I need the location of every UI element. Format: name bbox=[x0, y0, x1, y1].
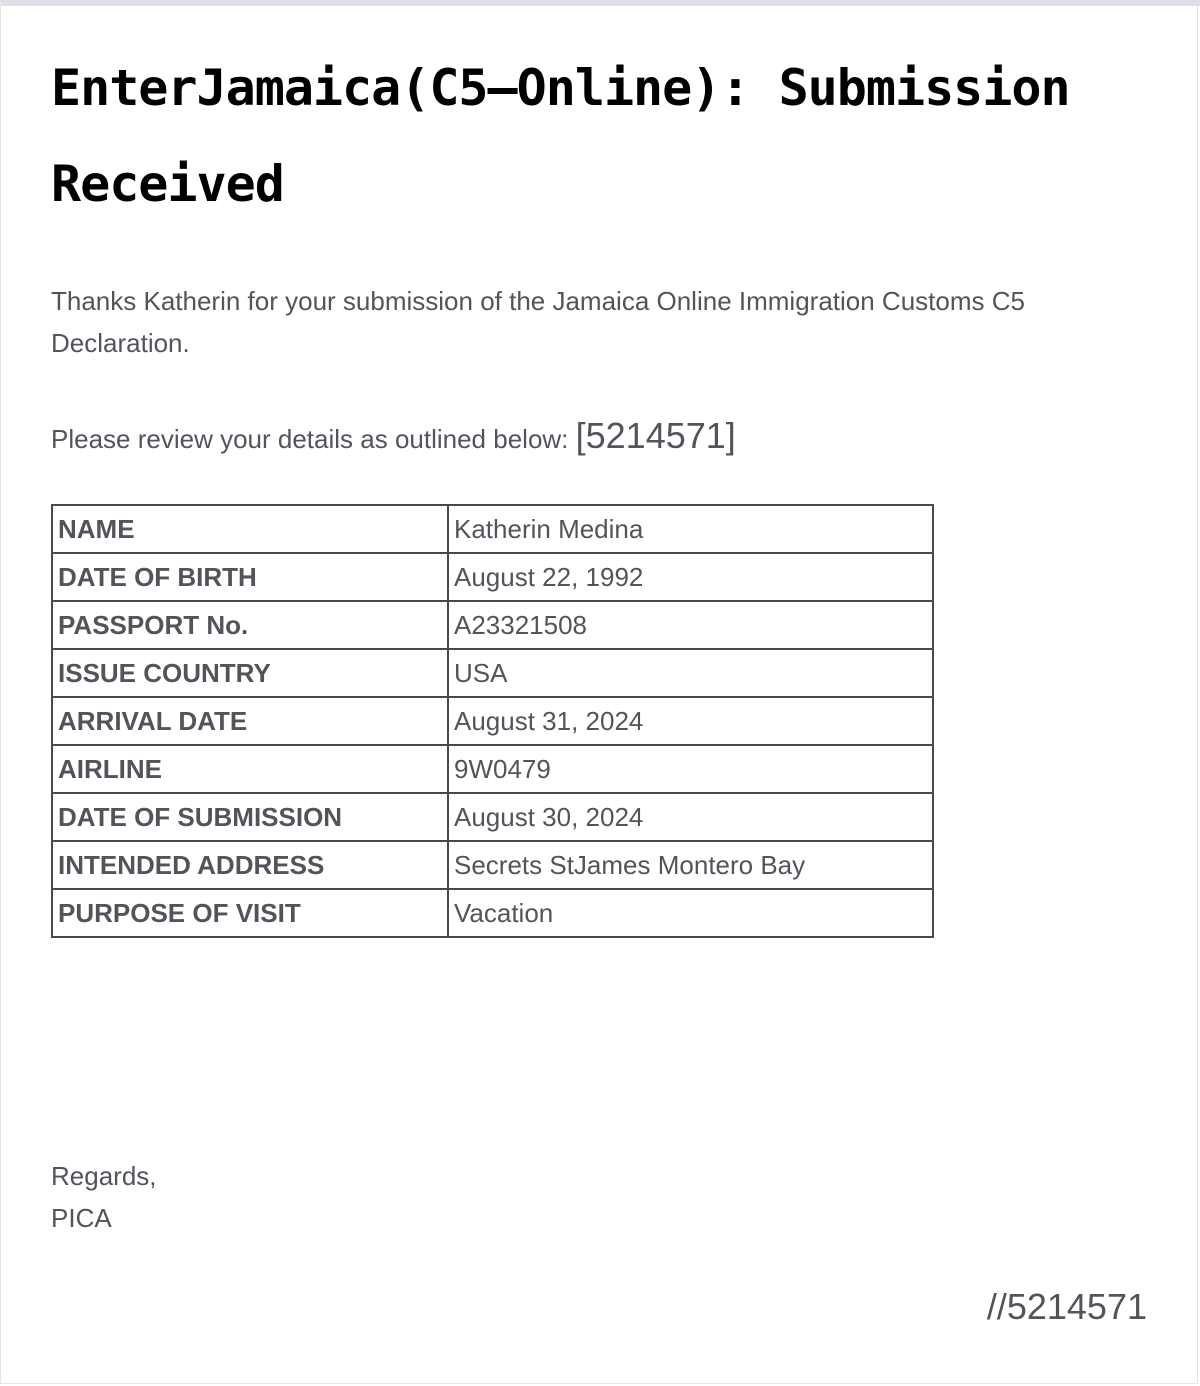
footer-reference: //5214571 bbox=[986, 1286, 1147, 1327]
table-row bbox=[52, 601, 933, 649]
row-label: ARRIVAL DATE bbox=[52, 697, 448, 745]
top-border-bar bbox=[1, 0, 1200, 6]
email-title: EnterJamaica(C5–Online): Submission Received bbox=[51, 59, 1070, 213]
table-row bbox=[52, 553, 933, 601]
row-label: PASSPORT No. bbox=[52, 601, 448, 649]
row-value: August 31, 2024 bbox=[448, 697, 933, 745]
review-text: Please review your details as outlined below: bbox=[51, 424, 576, 454]
row-value: Vacation bbox=[448, 889, 933, 937]
review-line bbox=[51, 410, 1151, 465]
details-table bbox=[51, 504, 934, 938]
signature: PICA bbox=[51, 1203, 112, 1233]
row-label: AIRLINE bbox=[52, 745, 448, 793]
table-row bbox=[52, 697, 933, 745]
table-row bbox=[52, 745, 933, 793]
table-row bbox=[52, 841, 933, 889]
reference-number: [5214571] bbox=[575, 415, 736, 456]
intro-paragraph: Thanks Katherin for your submission of the Jamaica Online Immigration Customs C5 Declaration. bbox=[51, 286, 1025, 358]
table-row bbox=[52, 505, 933, 553]
regards-line: Regards, bbox=[51, 1161, 157, 1191]
row-value: August 22, 1992 bbox=[448, 553, 933, 601]
table-row bbox=[52, 889, 933, 937]
row-value: Secrets StJames Montero Bay bbox=[448, 841, 933, 889]
closing-block bbox=[51, 1155, 157, 1239]
row-value: Katherin Medina bbox=[448, 505, 933, 553]
row-label: INTENDED ADDRESS bbox=[52, 841, 448, 889]
table-row bbox=[52, 793, 933, 841]
row-label: ISSUE COUNTRY bbox=[52, 649, 448, 697]
row-value: USA bbox=[448, 649, 933, 697]
row-label: PURPOSE OF VISIT bbox=[52, 889, 448, 937]
row-label: DATE OF SUBMISSION bbox=[52, 793, 448, 841]
table-row bbox=[52, 649, 933, 697]
row-value: 9W0479 bbox=[448, 745, 933, 793]
row-label: DATE OF BIRTH bbox=[52, 553, 448, 601]
row-value: August 30, 2024 bbox=[448, 793, 933, 841]
row-value: A23321508 bbox=[448, 601, 933, 649]
row-label: NAME bbox=[52, 505, 448, 553]
